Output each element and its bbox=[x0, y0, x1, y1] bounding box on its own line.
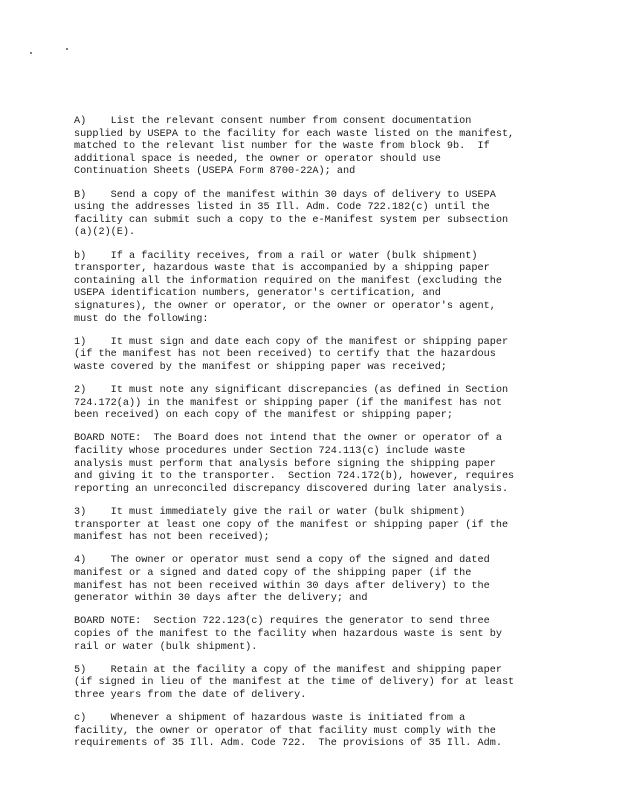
paragraph-2-discrepancies: 2) It must note any significant discrepancies (as defined in Section 724.172(a)) in the manifest or shipping paper (if the manifest has not been received) on each copy of the manifest or shipping paper; bbox=[74, 385, 509, 422]
scan-speck bbox=[66, 48, 68, 50]
board-note-waste-analysis: BOARD NOTE: The Board does not intend that the owner or operator of a facility whose procedures under Section 724.113(c) include waste analysis must perform that analysis before signing the shipping paper and giving it to the transporter. Section 724.172(b), however, requires reporting an unreconciled discrepancy discovered during later analysis. bbox=[74, 433, 515, 495]
paragraph-c-shipment-initiated: c) Whenever a shipment of hazardous waste is initiated from a facility, the owner or operator of that facility must comply with the requirements of 35 Ill. Adm. Code 722. The provisions of 35 Ill. Adm. bbox=[74, 713, 502, 750]
paragraph-1-sign-date: 1) It must sign and date each copy of the manifest or shipping paper (if the manifest has not been received) to certify that the hazardous waste covered by the manifest or shipping paper was received; bbox=[74, 336, 509, 373]
paragraph-5-retain-copy: 5) Retain at the facility a copy of the manifest and shipping paper (if signed in lieu of the manifest at the time of delivery) for at least three years from the date of delivery. bbox=[74, 664, 515, 701]
document-body bbox=[74, 116, 515, 761]
paragraph-3-give-copy: 3) It must immediately give the rail or water (bulk shipment) transporter at least one copy of the manifest or shipping paper (if the manifest has not been received); bbox=[74, 507, 509, 544]
scan-speck bbox=[30, 52, 32, 54]
board-note-three-copies: BOARD NOTE: Section 722.123(c) requires the generator to send three copies of the manifest to the facility when hazardous waste is sent by rail or water (bulk shipment). bbox=[74, 616, 502, 653]
paragraph-4-send-signed-copy: 4) The owner or operator must send a copy of the signed and dated manifest or a signed and dated copy of the shipping paper (if the manifest has not been received within 30 days after delivery) to the generator within 30 days after the delivery; and bbox=[74, 555, 490, 605]
paragraph-b-send-copy: B) Send a copy of the manifest within 30 days of delivery to USEPA using the addresses listed in 35 Ill. Adm. Code 722.182(c) until the facility can submit such a copy to the e-Manifest system per subsection (a)(2)(E). bbox=[74, 189, 509, 239]
paragraph-a-consent-number: A) List the relevant consent number from consent documentation supplied by USEPA to the facility for each waste listed on the manifest, matched to the relevant list number for the waste from block 9b. If additional space is needed, the owner or operator should use Continuation Sheets (USEPA Form 8700-22A); and bbox=[74, 116, 515, 178]
paragraph-b-rail-water: b) If a facility receives, from a rail or water (bulk shipment) transporter, hazardous waste that is accompanied by a shipping paper containing all the information required on the manifest (excluding the USEPA identification numbers, generator's certification, and signatures), the owner or operator, or the owner or operator's agent, must do the following: bbox=[74, 250, 502, 325]
scan-specks bbox=[30, 48, 80, 56]
